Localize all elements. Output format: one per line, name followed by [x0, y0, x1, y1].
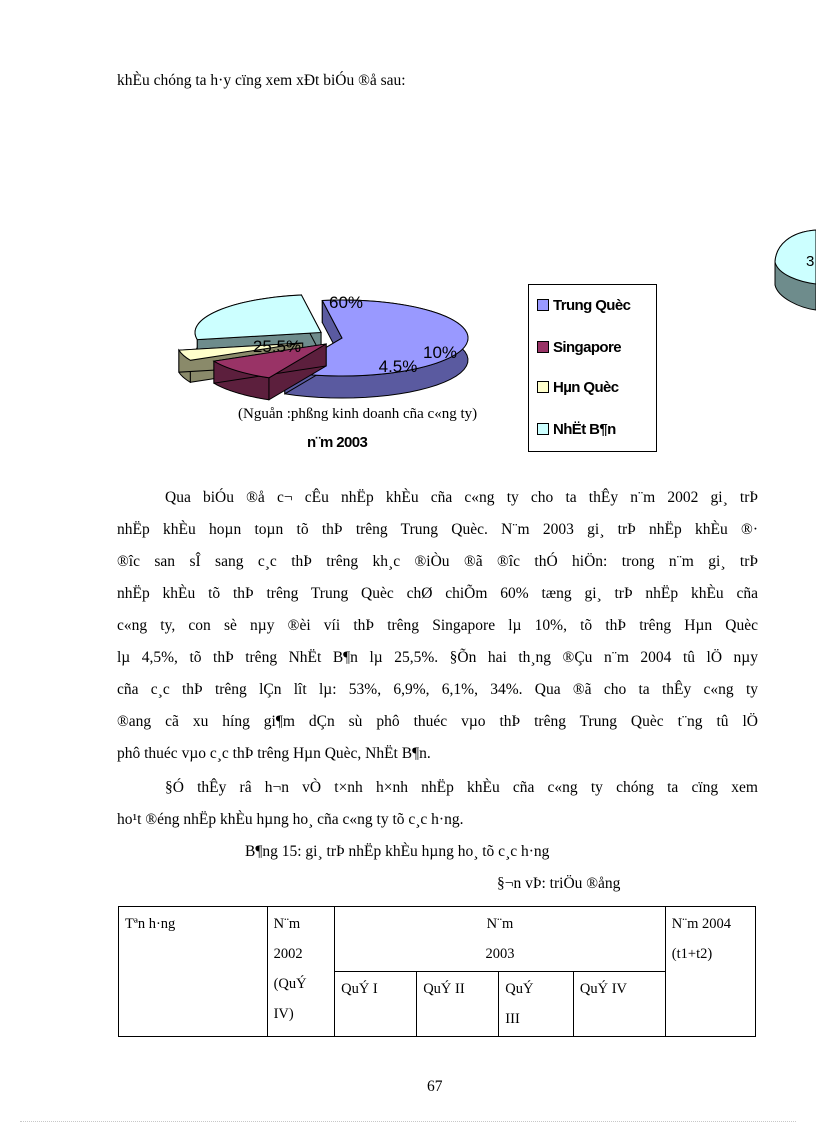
legend-swatch [537, 423, 549, 435]
legend-swatch [537, 381, 549, 393]
legend-label: Trung Quèc [553, 297, 631, 314]
text-line: Qua biÓu ®å c¬ cÊu nhËp khÈu cña c«ng ty cho ta thÊy n¨m 2002 gi¸ trÞ [165, 489, 758, 506]
page-number: 67 [427, 1078, 443, 1095]
chart-title: n¨m 2003 [307, 434, 368, 451]
pie-data-label: 10% [422, 343, 458, 362]
pie-data-label: 25.5% [252, 337, 302, 356]
text-line: §Ó thÊy râ h¬n vÒ t×nh h×nh nhËp khÈu cña c«ng ty chóng ta cïng xem [165, 779, 758, 796]
chart-legend [528, 284, 657, 452]
legend-label: Singapore [553, 339, 621, 356]
text-line: phô thuéc vµo c¸c thÞ trêng Hµn Quèc, NhËt B¶n. [117, 745, 431, 762]
text-line: ho¹t ®éng nhËp khÈu hµng ho¸ cña c«ng ty tõ c¸c h·ng. [117, 811, 464, 828]
header-2003: N¨m 2003 [335, 907, 666, 972]
pie-data-label: 60% [328, 293, 364, 312]
pie-slice-nhët-b¶n [195, 295, 321, 340]
chart-source-note: (Nguån :phßng kinh doanh cña c«ng ty) [238, 406, 478, 422]
legend-item-singapore [537, 339, 621, 356]
legend-label: NhËt B¶n [553, 421, 616, 438]
offpage-pie-label: 3 [806, 253, 815, 270]
table-unit: §¬n vÞ: triÖu ®ång [497, 875, 621, 892]
legend-item-trung-quoc [537, 297, 630, 314]
intro-text: khÈu chóng ta h·y cïng xem xÐt biÓu ®å sau: [117, 72, 406, 89]
legend-swatch [537, 341, 549, 353]
header-quarter: QuÝ III [499, 972, 574, 1037]
header-quarter: QuÝ IV [573, 972, 665, 1037]
legend-item-nhat-ban [537, 421, 616, 438]
text-line: c«ng ty, con sè nµy ®èi víi thÞ trêng Singapore lµ 10%, tõ thÞ trêng Hµn Quèc [117, 617, 758, 634]
text-line: ®îc san sÎ sang c¸c thÞ trêng kh¸c ®iÒu ®ã ®îc thÓ hiÖn: trong n¨m gi¸ trÞ [117, 553, 758, 570]
header-ten-hang: Tªn h·ng [119, 907, 268, 1037]
header-2002: N¨m 2002 (QuÝ IV) [267, 907, 335, 1037]
text-line: nhËp khÈu hoµn toµn tõ thÞ trêng Trung Quèc. N¨m 2003 gi¸ trÞ nhËp khÈu ®· [117, 521, 758, 538]
legend-label: Hµn Quèc [553, 379, 619, 396]
text-line: cña c¸c thÞ trêng lÇn lît lµ: 53%, 6,9%, 6,1%, 34%. Qua ®ã cho ta thÊy c«ng ty [117, 681, 758, 698]
paragraph-1 [117, 482, 758, 770]
pie-data-label: 4.5% [378, 357, 418, 376]
header-2004: N¨m 2004 (t1+t2) [665, 907, 755, 1037]
table-title: B¶ng 15: gi¸ trÞ nhËp khÈu hµng ho¸ tõ c¸c h·ng [245, 843, 550, 860]
legend-swatch [537, 299, 549, 311]
paragraph-2 [117, 772, 758, 836]
text-line: lµ 4,5%, tõ thÞ trêng NhËt B¶n lµ 25,5%. §Õn hai th¸ng ®Çu n¨m 2004 tû lÖ nµy [117, 649, 758, 666]
text-line: nhËp khÈu tõ thÞ trêng Trung Quèc chØ chiÕm 60% tæng gi¸ trÞ nhËp khÈu cña [117, 585, 758, 602]
header-quarter: QuÝ II [417, 972, 499, 1037]
text-line: ®ang cã xu híng gi¶m dÇn sù phô thuéc vµo thÞ trêng Trung Quèc t¨ng tû lÖ [117, 713, 758, 730]
data-table [118, 906, 756, 1037]
header-quarter: QuÝ I [335, 972, 417, 1037]
page-edge-divider [20, 1121, 796, 1122]
offpage-pie-fragment [775, 230, 816, 310]
legend-item-han-quoc [537, 379, 619, 396]
